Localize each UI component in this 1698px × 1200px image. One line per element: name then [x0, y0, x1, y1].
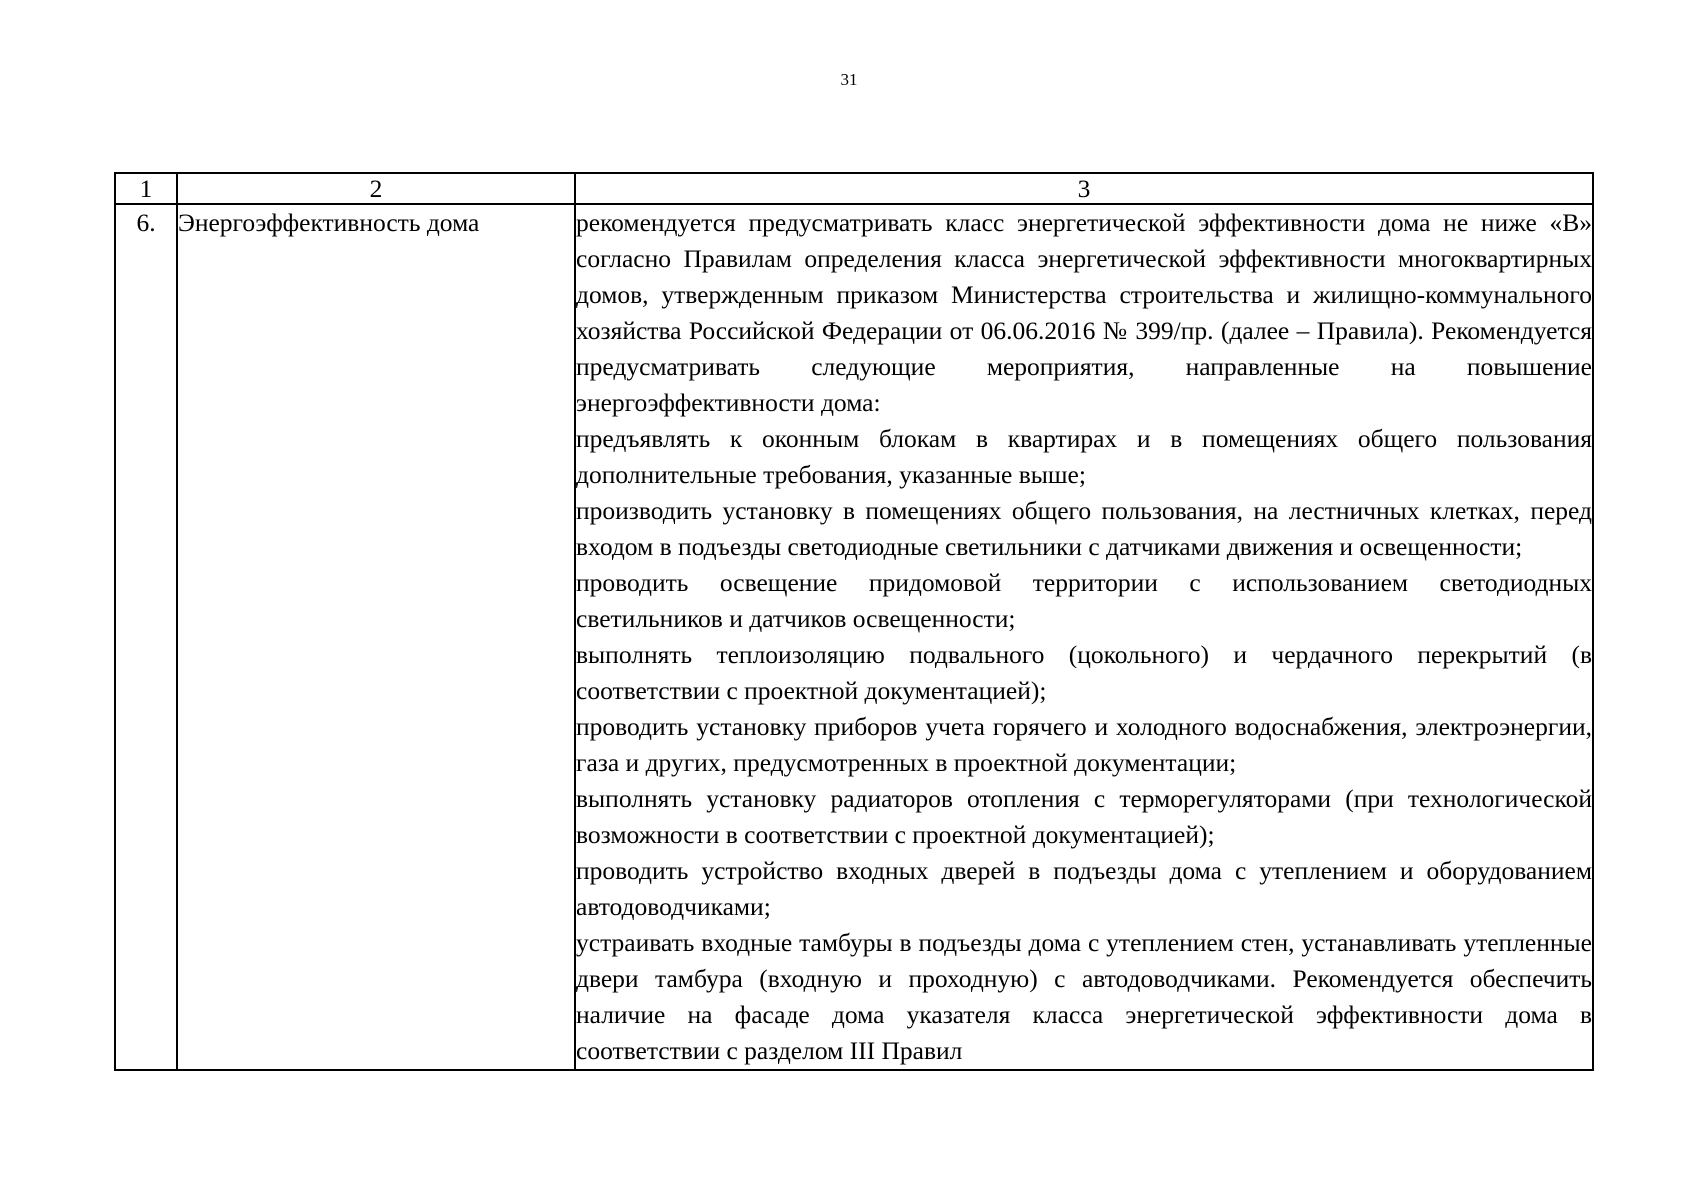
content-paragraph: проводить устройство входных дверей в подъезды дома с утеплением и оборудованием автодоводчиками;	[576, 856, 1592, 921]
content-paragraph: производить установку в помещениях общего пользования, на лестничных клетках, перед входом в подъезды светодиодные светильники с датчиками движения и освещенности;	[576, 496, 1592, 561]
column-header-3: 3	[575, 173, 1593, 204]
content-paragraph: проводить установку приборов учета горячего и холодного водоснабжения, электроэнергии, газа и других, предусмотренных в проектной документации;	[576, 712, 1592, 777]
content-paragraph: выполнять теплоизоляцию подвального (цокольного) и чердачного перекрытий (в соответствии с проектной документацией);	[576, 640, 1592, 705]
table-header-row	[115, 173, 1593, 204]
content-paragraph: предъявлять к оконным блокам в квартирах и в помещениях общего пользования дополнительные требования, указанные выше;	[576, 424, 1592, 489]
content-paragraph: проводить освещение придомовой территории с использованием светодиодных светильников и датчиков освещенности;	[576, 568, 1592, 633]
column-header-2: 2	[177, 173, 575, 204]
content-paragraph: устраивать входные тамбуры в подъезды дома с утеплением стен, устанавливать утепленные двери тамбура (входную и проходную) с автодоводчиками. Рекомендуется обеспечить наличие на фасаде дома указателя класса энергетической эффективности дома в соответствии с разделом III Правил	[576, 928, 1592, 1065]
page-number: 31	[840, 70, 858, 89]
content-paragraph: выполнять установку радиаторов отопления с терморегуляторами (при технологической возможности в соответствии с проектной документацией);	[576, 784, 1592, 849]
table-row	[115, 204, 1593, 1070]
column-header-1: 1	[115, 173, 177, 204]
row-number: 6.	[115, 204, 177, 1070]
row-name: Энергоэффективность дома	[177, 204, 575, 1070]
content-paragraph: рекомендуется предусматривать класс энергетической эффективности дома не ниже «B» согласно Правилам определения класса энергетической эффективности многоквартирных домов, утвержденным приказом Министерства строительства и жилищно-коммунального хозяйства Российской Федерации от 06.06.2016 № 399/пр. (далее – Правила). Рекомендуется предусматривать следующие мероприятия, направленные на повышение энергоэффективности дома:	[576, 208, 1592, 417]
requirements-table	[114, 172, 1594, 1071]
row-content	[575, 204, 1593, 1070]
